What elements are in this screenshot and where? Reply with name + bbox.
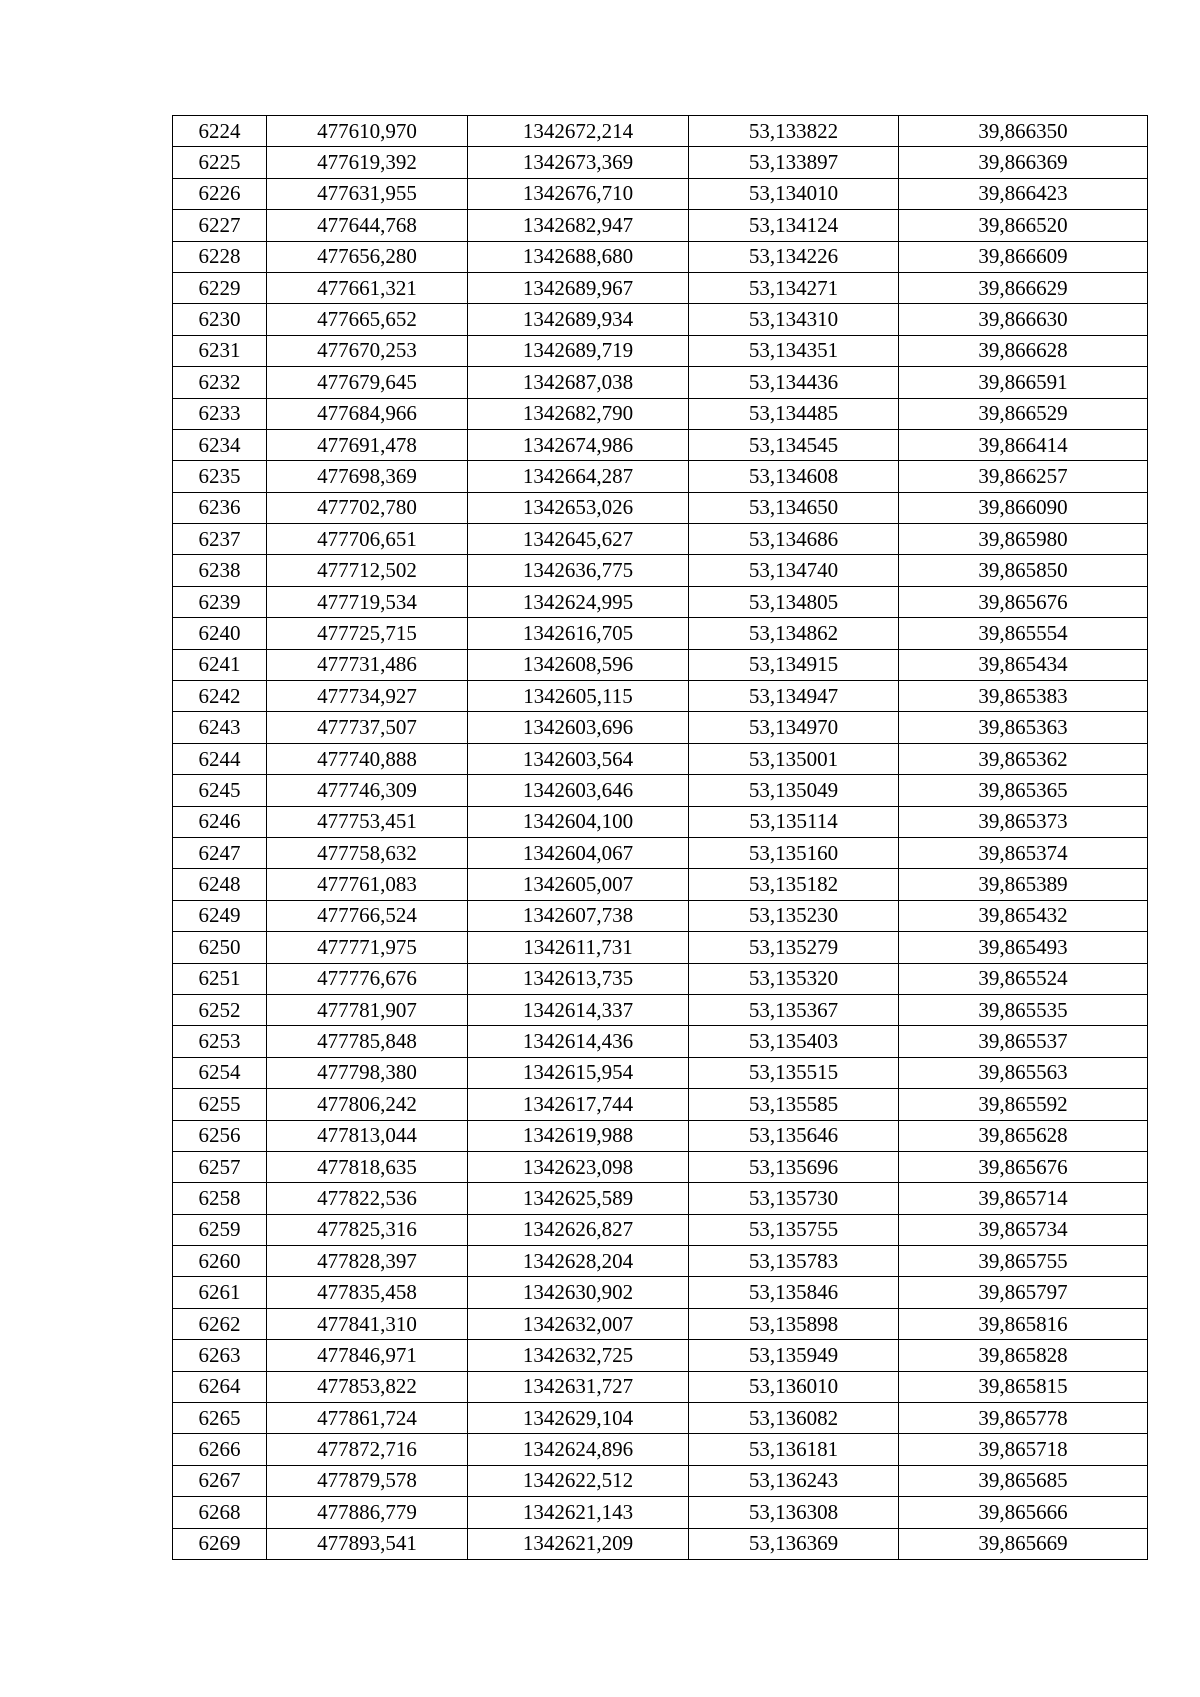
point-number-cell: 6243 bbox=[173, 712, 267, 743]
point-number-cell: 6266 bbox=[173, 1434, 267, 1465]
latitude-cell: 53,134271 bbox=[689, 272, 899, 303]
y-coordinate-cell: 1342630,902 bbox=[468, 1277, 689, 1308]
y-coordinate-cell: 1342614,337 bbox=[468, 994, 689, 1025]
x-coordinate-cell: 477619,392 bbox=[267, 147, 468, 178]
y-coordinate-cell: 1342673,369 bbox=[468, 147, 689, 178]
x-coordinate-cell: 477822,536 bbox=[267, 1183, 468, 1214]
table-row bbox=[173, 1057, 1148, 1088]
point-number-cell: 6256 bbox=[173, 1120, 267, 1151]
latitude-cell: 53,133897 bbox=[689, 147, 899, 178]
y-coordinate-cell: 1342624,896 bbox=[468, 1434, 689, 1465]
longitude-cell: 39,865389 bbox=[899, 869, 1148, 900]
latitude-cell: 53,135182 bbox=[689, 869, 899, 900]
point-number-cell: 6264 bbox=[173, 1371, 267, 1402]
point-number-cell: 6254 bbox=[173, 1057, 267, 1088]
y-coordinate-cell: 1342689,719 bbox=[468, 335, 689, 366]
latitude-cell: 53,135114 bbox=[689, 806, 899, 837]
longitude-cell: 39,866350 bbox=[899, 116, 1148, 147]
table-row bbox=[173, 1371, 1148, 1402]
point-number-cell: 6229 bbox=[173, 272, 267, 303]
latitude-cell: 53,135367 bbox=[689, 994, 899, 1025]
y-coordinate-cell: 1342653,026 bbox=[468, 492, 689, 523]
y-coordinate-cell: 1342603,646 bbox=[468, 775, 689, 806]
table-row bbox=[173, 116, 1148, 147]
table-row bbox=[173, 461, 1148, 492]
y-coordinate-cell: 1342689,934 bbox=[468, 304, 689, 335]
longitude-cell: 39,865828 bbox=[899, 1340, 1148, 1371]
x-coordinate-cell: 477771,975 bbox=[267, 932, 468, 963]
table-row bbox=[173, 492, 1148, 523]
table-row bbox=[173, 806, 1148, 837]
table-row bbox=[173, 837, 1148, 868]
table-row bbox=[173, 1340, 1148, 1371]
point-number-cell: 6228 bbox=[173, 241, 267, 272]
latitude-cell: 53,134124 bbox=[689, 210, 899, 241]
x-coordinate-cell: 477766,524 bbox=[267, 900, 468, 931]
table-row bbox=[173, 618, 1148, 649]
table-row bbox=[173, 335, 1148, 366]
y-coordinate-cell: 1342682,947 bbox=[468, 210, 689, 241]
y-coordinate-cell: 1342611,731 bbox=[468, 932, 689, 963]
table-row bbox=[173, 210, 1148, 241]
longitude-cell: 39,866529 bbox=[899, 398, 1148, 429]
point-number-cell: 6225 bbox=[173, 147, 267, 178]
latitude-cell: 53,136010 bbox=[689, 1371, 899, 1402]
x-coordinate-cell: 477731,486 bbox=[267, 649, 468, 680]
point-number-cell: 6231 bbox=[173, 335, 267, 366]
longitude-cell: 39,865592 bbox=[899, 1089, 1148, 1120]
point-number-cell: 6260 bbox=[173, 1246, 267, 1277]
longitude-cell: 39,865676 bbox=[899, 1151, 1148, 1182]
longitude-cell: 39,865734 bbox=[899, 1214, 1148, 1245]
point-number-cell: 6234 bbox=[173, 429, 267, 460]
latitude-cell: 53,134310 bbox=[689, 304, 899, 335]
table-row bbox=[173, 524, 1148, 555]
latitude-cell: 53,136082 bbox=[689, 1403, 899, 1434]
point-number-cell: 6255 bbox=[173, 1089, 267, 1120]
table-row bbox=[173, 272, 1148, 303]
y-coordinate-cell: 1342619,988 bbox=[468, 1120, 689, 1151]
table-row bbox=[173, 869, 1148, 900]
x-coordinate-cell: 477702,780 bbox=[267, 492, 468, 523]
latitude-cell: 53,134650 bbox=[689, 492, 899, 523]
longitude-cell: 39,865755 bbox=[899, 1246, 1148, 1277]
latitude-cell: 53,135898 bbox=[689, 1308, 899, 1339]
latitude-cell: 53,134805 bbox=[689, 586, 899, 617]
longitude-cell: 39,865714 bbox=[899, 1183, 1148, 1214]
point-number-cell: 6242 bbox=[173, 681, 267, 712]
table-row bbox=[173, 1120, 1148, 1151]
table-row bbox=[173, 963, 1148, 994]
longitude-cell: 39,865493 bbox=[899, 932, 1148, 963]
longitude-cell: 39,865362 bbox=[899, 743, 1148, 774]
longitude-cell: 39,866629 bbox=[899, 272, 1148, 303]
x-coordinate-cell: 477861,724 bbox=[267, 1403, 468, 1434]
table-row bbox=[173, 1151, 1148, 1182]
point-number-cell: 6226 bbox=[173, 178, 267, 209]
longitude-cell: 39,865816 bbox=[899, 1308, 1148, 1339]
y-coordinate-cell: 1342672,214 bbox=[468, 116, 689, 147]
table-row bbox=[173, 1183, 1148, 1214]
point-number-cell: 6268 bbox=[173, 1497, 267, 1528]
y-coordinate-cell: 1342615,954 bbox=[468, 1057, 689, 1088]
table-row bbox=[173, 1026, 1148, 1057]
point-number-cell: 6233 bbox=[173, 398, 267, 429]
x-coordinate-cell: 477818,635 bbox=[267, 1151, 468, 1182]
longitude-cell: 39,865432 bbox=[899, 900, 1148, 931]
y-coordinate-cell: 1342631,727 bbox=[468, 1371, 689, 1402]
y-coordinate-cell: 1342688,680 bbox=[468, 241, 689, 272]
latitude-cell: 53,136243 bbox=[689, 1465, 899, 1496]
point-number-cell: 6248 bbox=[173, 869, 267, 900]
table-row bbox=[173, 555, 1148, 586]
table-row bbox=[173, 147, 1148, 178]
point-number-cell: 6258 bbox=[173, 1183, 267, 1214]
y-coordinate-cell: 1342629,104 bbox=[468, 1403, 689, 1434]
table-row bbox=[173, 932, 1148, 963]
point-number-cell: 6263 bbox=[173, 1340, 267, 1371]
y-coordinate-cell: 1342636,775 bbox=[468, 555, 689, 586]
y-coordinate-cell: 1342682,790 bbox=[468, 398, 689, 429]
y-coordinate-cell: 1342623,098 bbox=[468, 1151, 689, 1182]
table-row bbox=[173, 586, 1148, 617]
longitude-cell: 39,865685 bbox=[899, 1465, 1148, 1496]
point-number-cell: 6227 bbox=[173, 210, 267, 241]
table-row bbox=[173, 1434, 1148, 1465]
y-coordinate-cell: 1342676,710 bbox=[468, 178, 689, 209]
longitude-cell: 39,865850 bbox=[899, 555, 1148, 586]
y-coordinate-cell: 1342624,995 bbox=[468, 586, 689, 617]
table-row bbox=[173, 178, 1148, 209]
table-row bbox=[173, 1214, 1148, 1245]
point-number-cell: 6259 bbox=[173, 1214, 267, 1245]
latitude-cell: 53,134740 bbox=[689, 555, 899, 586]
longitude-cell: 39,866630 bbox=[899, 304, 1148, 335]
latitude-cell: 53,134436 bbox=[689, 367, 899, 398]
point-number-cell: 6230 bbox=[173, 304, 267, 335]
table-row bbox=[173, 649, 1148, 680]
y-coordinate-cell: 1342674,986 bbox=[468, 429, 689, 460]
latitude-cell: 53,134970 bbox=[689, 712, 899, 743]
y-coordinate-cell: 1342689,967 bbox=[468, 272, 689, 303]
x-coordinate-cell: 477656,280 bbox=[267, 241, 468, 272]
table-row bbox=[173, 1277, 1148, 1308]
latitude-cell: 53,135846 bbox=[689, 1277, 899, 1308]
latitude-cell: 53,134485 bbox=[689, 398, 899, 429]
y-coordinate-cell: 1342687,038 bbox=[468, 367, 689, 398]
x-coordinate-cell: 477846,971 bbox=[267, 1340, 468, 1371]
latitude-cell: 53,136181 bbox=[689, 1434, 899, 1465]
longitude-cell: 39,865980 bbox=[899, 524, 1148, 555]
y-coordinate-cell: 1342617,744 bbox=[468, 1089, 689, 1120]
longitude-cell: 39,865666 bbox=[899, 1497, 1148, 1528]
point-number-cell: 6247 bbox=[173, 837, 267, 868]
y-coordinate-cell: 1342622,512 bbox=[468, 1465, 689, 1496]
table-row bbox=[173, 1528, 1148, 1559]
y-coordinate-cell: 1342621,209 bbox=[468, 1528, 689, 1559]
y-coordinate-cell: 1342603,564 bbox=[468, 743, 689, 774]
table-row bbox=[173, 241, 1148, 272]
y-coordinate-cell: 1342625,589 bbox=[468, 1183, 689, 1214]
table-row bbox=[173, 775, 1148, 806]
point-number-cell: 6224 bbox=[173, 116, 267, 147]
point-number-cell: 6237 bbox=[173, 524, 267, 555]
x-coordinate-cell: 477758,632 bbox=[267, 837, 468, 868]
longitude-cell: 39,865524 bbox=[899, 963, 1148, 994]
longitude-cell: 39,866423 bbox=[899, 178, 1148, 209]
x-coordinate-cell: 477785,848 bbox=[267, 1026, 468, 1057]
latitude-cell: 53,135646 bbox=[689, 1120, 899, 1151]
x-coordinate-cell: 477893,541 bbox=[267, 1528, 468, 1559]
latitude-cell: 53,135755 bbox=[689, 1214, 899, 1245]
y-coordinate-cell: 1342614,436 bbox=[468, 1026, 689, 1057]
point-number-cell: 6235 bbox=[173, 461, 267, 492]
y-coordinate-cell: 1342613,735 bbox=[468, 963, 689, 994]
x-coordinate-cell: 477719,534 bbox=[267, 586, 468, 617]
longitude-cell: 39,865535 bbox=[899, 994, 1148, 1025]
x-coordinate-cell: 477679,645 bbox=[267, 367, 468, 398]
latitude-cell: 53,134545 bbox=[689, 429, 899, 460]
x-coordinate-cell: 477879,578 bbox=[267, 1465, 468, 1496]
longitude-cell: 39,866090 bbox=[899, 492, 1148, 523]
latitude-cell: 53,135403 bbox=[689, 1026, 899, 1057]
x-coordinate-cell: 477670,253 bbox=[267, 335, 468, 366]
longitude-cell: 39,866609 bbox=[899, 241, 1148, 272]
latitude-cell: 53,134686 bbox=[689, 524, 899, 555]
longitude-cell: 39,865383 bbox=[899, 681, 1148, 712]
y-coordinate-cell: 1342616,705 bbox=[468, 618, 689, 649]
latitude-cell: 53,135515 bbox=[689, 1057, 899, 1088]
table-row bbox=[173, 994, 1148, 1025]
y-coordinate-cell: 1342645,627 bbox=[468, 524, 689, 555]
table-row bbox=[173, 712, 1148, 743]
point-number-cell: 6244 bbox=[173, 743, 267, 774]
y-coordinate-cell: 1342605,115 bbox=[468, 681, 689, 712]
point-number-cell: 6265 bbox=[173, 1403, 267, 1434]
table-row bbox=[173, 900, 1148, 931]
x-coordinate-cell: 477825,316 bbox=[267, 1214, 468, 1245]
x-coordinate-cell: 477872,716 bbox=[267, 1434, 468, 1465]
table-row bbox=[173, 1465, 1148, 1496]
x-coordinate-cell: 477841,310 bbox=[267, 1308, 468, 1339]
x-coordinate-cell: 477644,768 bbox=[267, 210, 468, 241]
longitude-cell: 39,865815 bbox=[899, 1371, 1148, 1402]
y-coordinate-cell: 1342632,007 bbox=[468, 1308, 689, 1339]
table-row bbox=[173, 398, 1148, 429]
x-coordinate-cell: 477691,478 bbox=[267, 429, 468, 460]
x-coordinate-cell: 477835,458 bbox=[267, 1277, 468, 1308]
longitude-cell: 39,865797 bbox=[899, 1277, 1148, 1308]
x-coordinate-cell: 477725,715 bbox=[267, 618, 468, 649]
longitude-cell: 39,865374 bbox=[899, 837, 1148, 868]
x-coordinate-cell: 477661,321 bbox=[267, 272, 468, 303]
x-coordinate-cell: 477712,502 bbox=[267, 555, 468, 586]
y-coordinate-cell: 1342664,287 bbox=[468, 461, 689, 492]
latitude-cell: 53,135949 bbox=[689, 1340, 899, 1371]
table-row bbox=[173, 1089, 1148, 1120]
x-coordinate-cell: 477776,676 bbox=[267, 963, 468, 994]
x-coordinate-cell: 477886,779 bbox=[267, 1497, 468, 1528]
x-coordinate-cell: 477781,907 bbox=[267, 994, 468, 1025]
point-number-cell: 6249 bbox=[173, 900, 267, 931]
table-row bbox=[173, 1308, 1148, 1339]
longitude-cell: 39,865718 bbox=[899, 1434, 1148, 1465]
x-coordinate-cell: 477610,970 bbox=[267, 116, 468, 147]
longitude-cell: 39,866591 bbox=[899, 367, 1148, 398]
latitude-cell: 53,134862 bbox=[689, 618, 899, 649]
longitude-cell: 39,865676 bbox=[899, 586, 1148, 617]
x-coordinate-cell: 477737,507 bbox=[267, 712, 468, 743]
latitude-cell: 53,136308 bbox=[689, 1497, 899, 1528]
y-coordinate-cell: 1342604,100 bbox=[468, 806, 689, 837]
latitude-cell: 53,135160 bbox=[689, 837, 899, 868]
longitude-cell: 39,866414 bbox=[899, 429, 1148, 460]
point-number-cell: 6241 bbox=[173, 649, 267, 680]
point-number-cell: 6232 bbox=[173, 367, 267, 398]
latitude-cell: 53,133822 bbox=[689, 116, 899, 147]
table-row bbox=[173, 1497, 1148, 1528]
y-coordinate-cell: 1342608,596 bbox=[468, 649, 689, 680]
latitude-cell: 53,135001 bbox=[689, 743, 899, 774]
table-row bbox=[173, 367, 1148, 398]
latitude-cell: 53,134608 bbox=[689, 461, 899, 492]
x-coordinate-cell: 477761,083 bbox=[267, 869, 468, 900]
table-row bbox=[173, 1403, 1148, 1434]
point-number-cell: 6238 bbox=[173, 555, 267, 586]
longitude-cell: 39,865778 bbox=[899, 1403, 1148, 1434]
longitude-cell: 39,865365 bbox=[899, 775, 1148, 806]
x-coordinate-cell: 477746,309 bbox=[267, 775, 468, 806]
point-number-cell: 6253 bbox=[173, 1026, 267, 1057]
latitude-cell: 53,135320 bbox=[689, 963, 899, 994]
x-coordinate-cell: 477806,242 bbox=[267, 1089, 468, 1120]
x-coordinate-cell: 477813,044 bbox=[267, 1120, 468, 1151]
point-number-cell: 6239 bbox=[173, 586, 267, 617]
latitude-cell: 53,135279 bbox=[689, 932, 899, 963]
y-coordinate-cell: 1342628,204 bbox=[468, 1246, 689, 1277]
longitude-cell: 39,865373 bbox=[899, 806, 1148, 837]
latitude-cell: 53,136369 bbox=[689, 1528, 899, 1559]
x-coordinate-cell: 477798,380 bbox=[267, 1057, 468, 1088]
longitude-cell: 39,865363 bbox=[899, 712, 1148, 743]
y-coordinate-cell: 1342607,738 bbox=[468, 900, 689, 931]
coordinates-table-body bbox=[173, 116, 1148, 1560]
longitude-cell: 39,865669 bbox=[899, 1528, 1148, 1559]
latitude-cell: 53,135230 bbox=[689, 900, 899, 931]
y-coordinate-cell: 1342604,067 bbox=[468, 837, 689, 868]
y-coordinate-cell: 1342603,696 bbox=[468, 712, 689, 743]
table-row bbox=[173, 743, 1148, 774]
longitude-cell: 39,866369 bbox=[899, 147, 1148, 178]
x-coordinate-cell: 477706,651 bbox=[267, 524, 468, 555]
longitude-cell: 39,866520 bbox=[899, 210, 1148, 241]
point-number-cell: 6245 bbox=[173, 775, 267, 806]
x-coordinate-cell: 477684,966 bbox=[267, 398, 468, 429]
table-row bbox=[173, 429, 1148, 460]
table-row bbox=[173, 1246, 1148, 1277]
latitude-cell: 53,134226 bbox=[689, 241, 899, 272]
point-number-cell: 6236 bbox=[173, 492, 267, 523]
x-coordinate-cell: 477828,397 bbox=[267, 1246, 468, 1277]
x-coordinate-cell: 477734,927 bbox=[267, 681, 468, 712]
point-number-cell: 6261 bbox=[173, 1277, 267, 1308]
point-number-cell: 6250 bbox=[173, 932, 267, 963]
point-number-cell: 6257 bbox=[173, 1151, 267, 1182]
latitude-cell: 53,135730 bbox=[689, 1183, 899, 1214]
point-number-cell: 6246 bbox=[173, 806, 267, 837]
latitude-cell: 53,135049 bbox=[689, 775, 899, 806]
point-number-cell: 6252 bbox=[173, 994, 267, 1025]
point-number-cell: 6267 bbox=[173, 1465, 267, 1496]
x-coordinate-cell: 477698,369 bbox=[267, 461, 468, 492]
x-coordinate-cell: 477740,888 bbox=[267, 743, 468, 774]
y-coordinate-cell: 1342626,827 bbox=[468, 1214, 689, 1245]
y-coordinate-cell: 1342632,725 bbox=[468, 1340, 689, 1371]
latitude-cell: 53,134915 bbox=[689, 649, 899, 680]
longitude-cell: 39,866628 bbox=[899, 335, 1148, 366]
x-coordinate-cell: 477853,822 bbox=[267, 1371, 468, 1402]
coordinates-table bbox=[172, 115, 1148, 1560]
longitude-cell: 39,865434 bbox=[899, 649, 1148, 680]
longitude-cell: 39,865554 bbox=[899, 618, 1148, 649]
x-coordinate-cell: 477753,451 bbox=[267, 806, 468, 837]
latitude-cell: 53,134010 bbox=[689, 178, 899, 209]
point-number-cell: 6251 bbox=[173, 963, 267, 994]
point-number-cell: 6262 bbox=[173, 1308, 267, 1339]
point-number-cell: 6269 bbox=[173, 1528, 267, 1559]
latitude-cell: 53,135696 bbox=[689, 1151, 899, 1182]
longitude-cell: 39,865563 bbox=[899, 1057, 1148, 1088]
longitude-cell: 39,866257 bbox=[899, 461, 1148, 492]
point-number-cell: 6240 bbox=[173, 618, 267, 649]
latitude-cell: 53,134351 bbox=[689, 335, 899, 366]
x-coordinate-cell: 477631,955 bbox=[267, 178, 468, 209]
x-coordinate-cell: 477665,652 bbox=[267, 304, 468, 335]
longitude-cell: 39,865628 bbox=[899, 1120, 1148, 1151]
table-row bbox=[173, 681, 1148, 712]
y-coordinate-cell: 1342605,007 bbox=[468, 869, 689, 900]
longitude-cell: 39,865537 bbox=[899, 1026, 1148, 1057]
latitude-cell: 53,135585 bbox=[689, 1089, 899, 1120]
latitude-cell: 53,135783 bbox=[689, 1246, 899, 1277]
latitude-cell: 53,134947 bbox=[689, 681, 899, 712]
table-row bbox=[173, 304, 1148, 335]
y-coordinate-cell: 1342621,143 bbox=[468, 1497, 689, 1528]
